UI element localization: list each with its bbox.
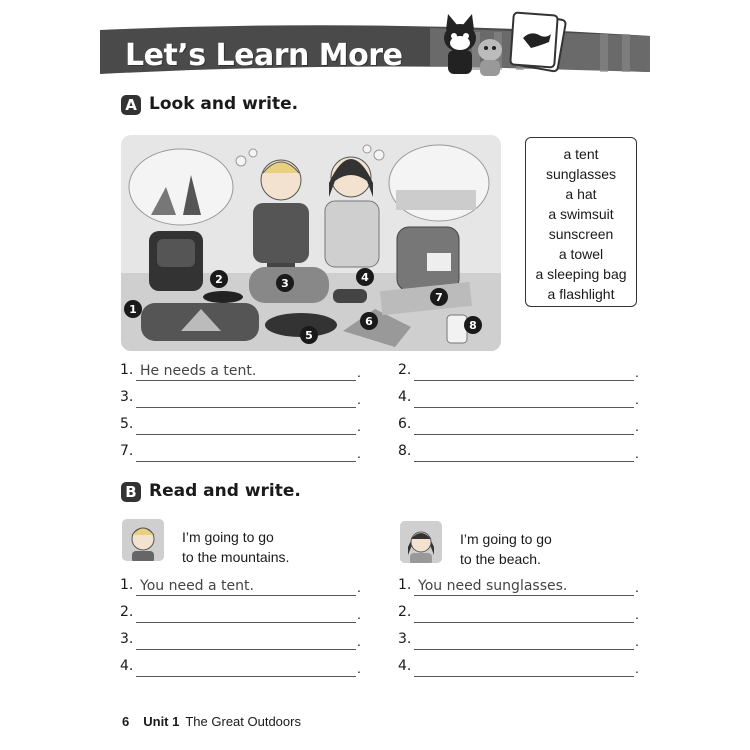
answer-field[interactable] — [136, 604, 356, 623]
answer-row — [120, 604, 362, 626]
answer-period: . — [357, 633, 361, 649]
answer-row — [398, 362, 640, 384]
answer-field[interactable] — [136, 389, 356, 408]
answer-text — [136, 390, 140, 406]
section-b-title: Read and write. — [149, 481, 301, 501]
item-number-label: 8 — [469, 319, 477, 332]
unit-label: Unit 1 — [143, 714, 180, 729]
answer-number: 8. — [398, 443, 412, 459]
answer-row — [398, 577, 640, 599]
section-a-badge: A — [121, 95, 141, 115]
answer-text — [414, 390, 418, 406]
answer-number: 4. — [120, 658, 134, 674]
answer-row — [120, 443, 362, 465]
answer-row — [398, 416, 640, 438]
item-number-label: 2 — [215, 273, 223, 286]
girl-speech-line1: I’m going to go — [460, 531, 552, 547]
answer-period: . — [357, 660, 361, 676]
boy-speech-line1: I’m going to go — [182, 529, 274, 545]
answer-number: 3. — [120, 631, 134, 647]
answer-field[interactable] — [414, 443, 634, 462]
answer-field[interactable] — [136, 577, 356, 596]
answer-field[interactable] — [414, 631, 634, 650]
item-number-label: 7 — [435, 291, 443, 304]
answer-field[interactable] — [414, 416, 634, 435]
answer-number: 3. — [398, 631, 412, 647]
answer-number: 2. — [120, 604, 134, 620]
answer-field[interactable] — [136, 416, 356, 435]
answer-text: You need a tent. — [140, 578, 254, 594]
answer-period: . — [635, 418, 639, 434]
page-title: Let’s Learn More — [125, 38, 403, 73]
answer-text: He needs a tent. — [140, 363, 257, 379]
answer-row — [398, 604, 640, 626]
word-bank-item: a towel — [558, 246, 604, 262]
answer-number: 4. — [398, 389, 412, 405]
answer-period: . — [635, 606, 639, 622]
boy-avatar — [122, 519, 164, 561]
mascot-cards-illustration — [438, 8, 568, 78]
answer-period: . — [357, 445, 361, 461]
unit-title: The Great Outdoors — [185, 714, 301, 729]
answer-period: . — [635, 445, 639, 461]
word-bank-item: a swimsuit — [548, 206, 614, 222]
page-footer — [122, 714, 301, 729]
answer-text — [136, 605, 140, 621]
answer-row — [120, 362, 362, 384]
camping-items-illustration — [121, 135, 501, 351]
answer-field[interactable] — [414, 658, 634, 677]
answer-number: 4. — [398, 658, 412, 674]
girl-speech-line2: to the beach. — [460, 551, 541, 567]
answer-number: 1. — [398, 577, 412, 593]
girl-speech — [460, 529, 552, 569]
answer-row — [398, 389, 640, 411]
answer-row — [120, 577, 362, 599]
answer-row — [120, 389, 362, 411]
page-number: 6 — [122, 714, 130, 729]
answer-row — [398, 631, 640, 653]
answer-field[interactable] — [136, 362, 356, 381]
answer-period: . — [357, 391, 361, 407]
girl-avatar — [400, 521, 442, 563]
answer-text — [414, 659, 418, 675]
item-number-label: 4 — [361, 271, 369, 284]
answer-text — [136, 632, 140, 648]
answer-period: . — [635, 660, 639, 676]
word-bank-item: a sleeping bag — [535, 266, 627, 282]
answer-number: 2. — [398, 604, 412, 620]
answer-number: 5. — [120, 416, 134, 432]
answer-period: . — [357, 579, 361, 595]
word-bank-item: sunscreen — [548, 226, 614, 242]
answer-number: 1. — [120, 362, 134, 378]
word-bank-item: sunglasses — [545, 166, 617, 182]
answer-field[interactable] — [414, 362, 634, 381]
section-b-badge: B — [121, 482, 141, 502]
answer-number: 7. — [120, 443, 134, 459]
item-number-label: 1 — [129, 303, 137, 316]
boy-speech-line2: to the mountains. — [182, 549, 290, 565]
answer-text — [414, 363, 418, 379]
word-bank-item: a flashlight — [547, 286, 615, 302]
word-bank-item: a hat — [565, 186, 597, 202]
answer-field[interactable] — [136, 443, 356, 462]
answer-period: . — [635, 633, 639, 649]
answer-field[interactable] — [414, 577, 634, 596]
answer-text — [414, 417, 418, 433]
answer-period: . — [357, 364, 361, 380]
answer-row — [398, 658, 640, 680]
answer-text — [136, 659, 140, 675]
item-number-label: 6 — [365, 315, 373, 328]
answer-period: . — [635, 579, 639, 595]
answer-number: 2. — [398, 362, 412, 378]
answer-field[interactable] — [414, 604, 634, 623]
answer-text: You need sunglasses. — [418, 578, 568, 594]
item-number-label: 5 — [305, 329, 313, 342]
answer-row — [120, 631, 362, 653]
answer-period: . — [635, 364, 639, 380]
answer-row — [120, 416, 362, 438]
answer-period: . — [635, 391, 639, 407]
section-a-title: Look and write. — [149, 94, 299, 114]
answer-row — [120, 658, 362, 680]
word-bank — [525, 137, 637, 307]
answer-text — [414, 632, 418, 648]
answer-text — [414, 444, 418, 460]
answer-field[interactable] — [136, 631, 356, 650]
answer-text — [136, 444, 140, 460]
answer-period: . — [357, 606, 361, 622]
answer-number: 6. — [398, 416, 412, 432]
answer-period: . — [357, 418, 361, 434]
answer-field[interactable] — [136, 658, 356, 677]
boy-speech — [182, 527, 289, 567]
word-bank-item: a tent — [563, 146, 599, 162]
answer-number: 1. — [120, 577, 134, 593]
answer-number: 3. — [120, 389, 134, 405]
answer-text — [136, 417, 140, 433]
item-number-label: 3 — [281, 277, 289, 290]
answer-row — [398, 443, 640, 465]
answer-text — [414, 605, 418, 621]
answer-field[interactable] — [414, 389, 634, 408]
